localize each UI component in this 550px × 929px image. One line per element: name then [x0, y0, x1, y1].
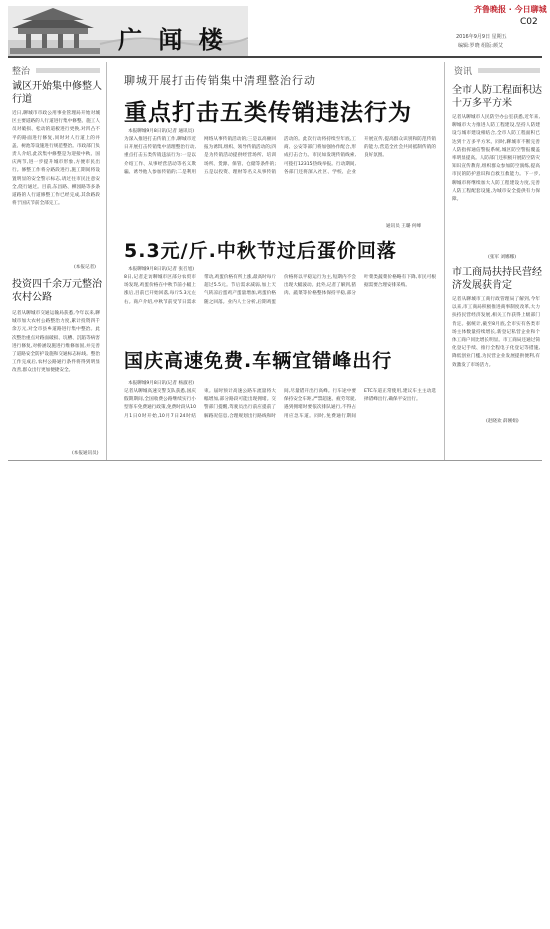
left-article-2-body: 记者从聊城市交通运输局获悉,今年以来,聊城市加大农村公路整治力度,累计投资四千余万元,对全市县乡道路进行集中整治。此次整治重点对路面破损、坑槽、沉陷等病害进行修复,对桥涵设施进行维修加固,并完善了道路安全防护设施和交通标志标线。整治工作完成后,农村公路通行条件将得到明显改善,群众出行更加便捷安全。: [12, 311, 100, 374]
section-bar: [478, 68, 540, 73]
right-article-1-body: 记者从聊城市人民防空办公室获悉,近年来,聊城市大力推进人防工程建设,坚持人防建设与城市建设相结合,全市人防工程面积已达到十万多平方米。同时,聊城市不断完善人防指挥通信警报系统,城区防空警报覆盖率明显提高。人防部门还积极开展防空防灾知识宣传教育,组织群众参加防空演练,提高市民的防护意识和自救互救能力。下一步,聊城市将继续加大人防工程建设力度,完善人防工程配套设施,为城市安全提供有力保障。: [452, 115, 540, 203]
paper-name: 齐鲁晚报 · 今日聊城: [474, 5, 547, 14]
center-article-3-body: 记者从聊城高速交警支队获悉,国庆假期期间,全国收费公路继续实行小型客车免费通行政策,免费时段从10月1日0时开始,10月7日24时结束。届时预计高速公路车流量将大幅增加,部分路段可能出现拥堵。交警部门提醒,驾驶员出行前应提前了解路况信息,合理规划出行路线和时间,尽量错开出行高峰。行车途中要保持安全车距,严禁超速、疲劳驾驶,遇到拥堵时要依次排队通行,不得占用应急车道。同时,免费通行期间ETC车道正常使用,建议车主主动选择错峰出行,确保平安出行。: [124, 389, 436, 419]
left-article-2-byline: (本报通讯员): [72, 451, 99, 456]
right-headline-1: 全市人防工程面积达十万多平方米: [452, 85, 542, 109]
right-headline-2: 市工商局扶持民营经济发展获肯定: [452, 267, 542, 291]
section-title: 广 闻 楼: [118, 25, 227, 54]
right-article-2-byline: (赵晓欢 薛刚娟): [486, 419, 519, 424]
left-article-1-body: 近日,聊城市市政公用事业管理局开始对城区主要道路的人行道进行集中修整。施工人员对破损、松动的道板进行更换,对凹凸不平的路面进行修复,同时对人行道上的井盖、树池等设施进行规范整治。市政部门负责人介绍,此次集中修整是为迎接中秋、国庆两节,进一步提升城市形象,方便市民出行。修整工作将分路段进行,施工期间将设置明显的安全警示标志,请过往市民注意安全,绕行通过。目前,东昌路、柳园路等多条道路的人行道修整工作已经完成,其余路段将于国庆节前全部完工。: [12, 111, 100, 207]
center-article-2-byline: 本报聊城9月8日讯(记者 张召旭): [128, 267, 195, 272]
date-line: 2016年9月9日 星期五: [456, 34, 507, 40]
section-bar: [36, 68, 100, 73]
center-article-1-byline-end: 通讯员 王璐 何峰: [386, 224, 422, 229]
left-headline-1: 诚区开始集中修整人行道: [12, 81, 102, 105]
page-number: C02: [520, 17, 538, 27]
center-headline-1: 重点打击五类传销违法行为: [124, 100, 412, 126]
section-label-left: 整治: [12, 67, 31, 77]
right-article-2-body: 记者从聊城市工商行政管理局了解到,今年以来,市工商局积极推进商事制度改革,大力扶持民营经济发展,相关工作获得上级部门肯定。据统计,截至8月底,全市实有各类市场主体数量持续增长,新登记私营企业和个体工商户同比增长明显。市工商局还通过简化登记手续、推行全程电子化登记等措施,降低创业门槛,为民营企业发展提供便利,有效激发了市场活力。: [452, 297, 540, 368]
left-article-1-byline: (本报记者): [74, 265, 96, 270]
center-headline-3: 国庆高速免费.车辆宜错峰出行: [124, 350, 393, 372]
right-article-1-byline: (张军 刘娜娜): [488, 255, 517, 260]
page-bottom-rule: [8, 460, 542, 461]
center-article-1-byline: 本报聊城9月8日讯(记者 通讯员): [128, 129, 195, 134]
center-headline-2: 5.3元/斤.中秋节过后蛋价回落: [124, 240, 397, 262]
center-article-2-body: 8日,记者走访聊城市区部分农贸市场发现,鸡蛋价格在中秋节前小幅上涨后,目前已开始回落,每斤5.3元左右。商户介绍,中秋节前受节日需求带动,鸡蛋价格有所上涨,最高时每斤超过5.5元。节后需求减弱,加上天气转凉后蛋鸡产蛋量增加,鸡蛋价格随之回落。业内人士分析,后期鸡蛋价格将以平稳运行为主,短期内不会出现大幅波动。此外,记者了解到,猪肉、蔬菜等价格整体保持平稳,部分叶菜类蔬菜价格略有下降,市民可根据需要合理安排采购。: [124, 275, 436, 305]
section-label-right: 资讯: [454, 67, 473, 77]
left-headline-2: 投资四千余万元整治农村公路: [12, 279, 102, 303]
column-divider: [444, 62, 445, 460]
column-divider: [106, 62, 107, 460]
masthead-rule: [8, 56, 542, 58]
editor-line: 编辑:罗晓 组版:颜艾: [458, 43, 503, 49]
center-kicker: 聊城开展打击传销集中清理整治行动: [124, 74, 316, 87]
center-article-1-body: 为深入推进打击传销工作,聊城市近日开展打击传销集中清理整治行动,重点打击五类传销违法行为:一是以介绍工作、从事经营活动等名义欺骗、诱导他人参加传销的;二是利用网络从事传销活动的;三是以高额回报为诱饵,组织、领导传销活动的;四是为传销活动提供经营场所、培训场所、货源、保管、仓储等条件的;五是以投资、理财等名义从事传销活动的。此次行动将持续至年底,工商、公安等部门将加强协作配合,形成打击合力。市民如发现传销线索,可拨打12315热线举报。行动期间,各部门还将深入社区、学校、企业开展宣传,提高群众识别和防范传销的能力,营造全社会共同抵制传销的良好氛围。: [124, 137, 436, 175]
center-article-3-byline: 本报聊城9月8日讯(记者 杨淑君): [128, 381, 195, 386]
